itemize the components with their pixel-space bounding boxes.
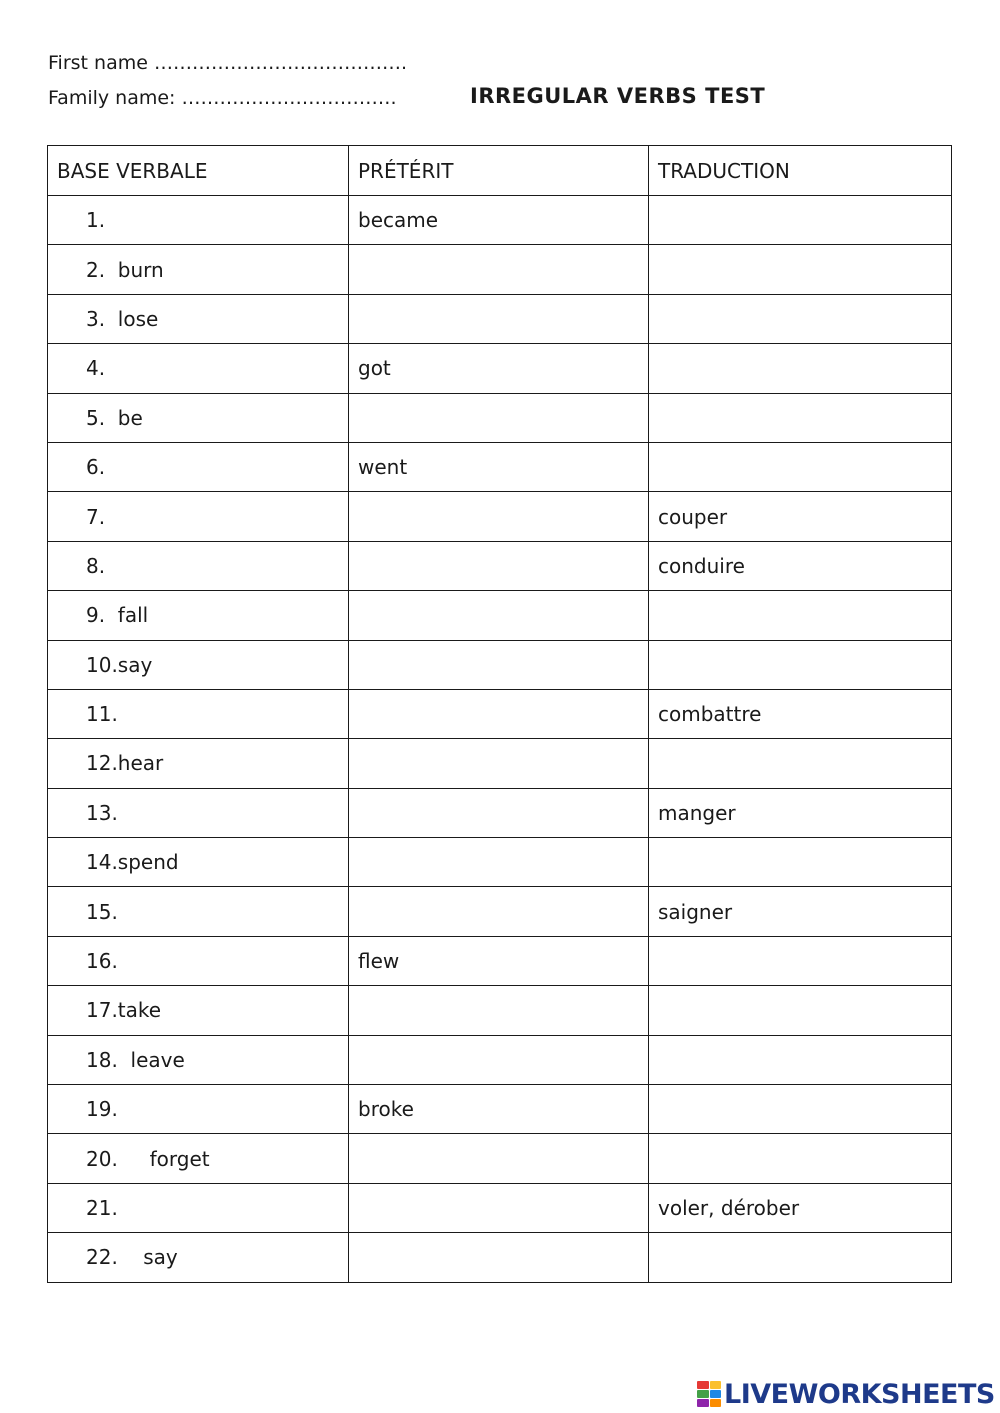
translation-cell [649, 591, 952, 640]
table-row [48, 640, 952, 689]
preterit-cell [349, 1233, 649, 1282]
preterit-cell [349, 492, 649, 541]
translation-cell [649, 245, 952, 294]
translation-cell [649, 344, 952, 393]
table-row [48, 739, 952, 788]
table-row [48, 1233, 952, 1282]
preterit-cell [349, 294, 649, 343]
preterit-cell [349, 788, 649, 837]
verbs-table [47, 145, 952, 1283]
preterit-cell [349, 838, 649, 887]
table-row [48, 936, 952, 985]
preterit-cell [349, 689, 649, 738]
table-row [48, 294, 952, 343]
column-header-preterit: PRÉTÉRIT [349, 146, 649, 196]
base-verb-cell: 19. [48, 1085, 349, 1134]
preterit-cell [349, 1134, 649, 1183]
logo-square [697, 1399, 709, 1407]
preterit-cell [349, 1035, 649, 1084]
preterit-cell [349, 640, 649, 689]
base-verb-cell: 15. [48, 887, 349, 936]
table-row [48, 1183, 952, 1232]
preterit-cell: broke [349, 1085, 649, 1134]
translation-cell [649, 196, 952, 245]
table-row [48, 788, 952, 837]
base-verb-cell: 1. [48, 196, 349, 245]
preterit-cell [349, 739, 649, 788]
base-verb-cell: 18. leave [48, 1035, 349, 1084]
table-row [48, 393, 952, 442]
translation-cell [649, 1035, 952, 1084]
translation-cell [649, 442, 952, 491]
preterit-cell: went [349, 442, 649, 491]
base-verb-cell: 2. burn [48, 245, 349, 294]
preterit-cell [349, 245, 649, 294]
translation-cell [649, 640, 952, 689]
logo-square [697, 1381, 709, 1389]
table-row [48, 689, 952, 738]
table-row [48, 591, 952, 640]
table-row [48, 1134, 952, 1183]
preterit-cell: flew [349, 936, 649, 985]
table-row [48, 344, 952, 393]
table-row [48, 1085, 952, 1134]
table-header-row [48, 146, 952, 196]
base-verb-cell: 7. [48, 492, 349, 541]
table-row [48, 442, 952, 491]
logo-square [710, 1381, 722, 1389]
preterit-cell [349, 986, 649, 1035]
translation-cell: combattre [649, 689, 952, 738]
base-verb-cell: 4. [48, 344, 349, 393]
preterit-cell: got [349, 344, 649, 393]
translation-cell [649, 393, 952, 442]
table-row [48, 541, 952, 590]
table-row [48, 492, 952, 541]
base-verb-cell: 6. [48, 442, 349, 491]
base-verb-cell: 21. [48, 1183, 349, 1232]
base-verb-cell: 5. be [48, 393, 349, 442]
logo-square [710, 1399, 722, 1407]
table-row [48, 196, 952, 245]
first-name-label: First name …………………………………. [48, 52, 407, 74]
page-title: IRREGULAR VERBS TEST [470, 84, 766, 108]
logo-square [710, 1390, 722, 1398]
base-verb-cell: 10.say [48, 640, 349, 689]
table-row [48, 887, 952, 936]
base-verb-cell: 8. [48, 541, 349, 590]
table-row [48, 245, 952, 294]
base-verb-cell: 14.spend [48, 838, 349, 887]
translation-cell: voler, dérober [649, 1183, 952, 1232]
translation-cell: conduire [649, 541, 952, 590]
base-verb-cell: 20. forget [48, 1134, 349, 1183]
translation-cell [649, 1085, 952, 1134]
base-verb-cell: 11. [48, 689, 349, 738]
preterit-cell [349, 541, 649, 590]
translation-cell [649, 936, 952, 985]
base-verb-cell: 22. say [48, 1233, 349, 1282]
translation-cell: manger [649, 788, 952, 837]
table-row [48, 838, 952, 887]
column-header-translation: TRADUCTION [649, 146, 952, 196]
translation-cell: saigner [649, 887, 952, 936]
preterit-cell [349, 887, 649, 936]
translation-cell [649, 838, 952, 887]
translation-cell: couper [649, 492, 952, 541]
preterit-cell: became [349, 196, 649, 245]
table-row [48, 986, 952, 1035]
logo-text: LIVEWORKSHEETS [724, 1378, 995, 1410]
liveworksheets-logo [697, 1379, 995, 1409]
translation-cell [649, 1233, 952, 1282]
table-row [48, 1035, 952, 1084]
base-verb-cell: 9. fall [48, 591, 349, 640]
base-verb-cell: 16. [48, 936, 349, 985]
family-name-label: Family name: ……………………………. [48, 87, 397, 109]
base-verb-cell: 13. [48, 788, 349, 837]
preterit-cell [349, 1183, 649, 1232]
preterit-cell [349, 393, 649, 442]
base-verb-cell: 17.take [48, 986, 349, 1035]
preterit-cell [349, 591, 649, 640]
column-header-base: BASE VERBALE [48, 146, 349, 196]
translation-cell [649, 1134, 952, 1183]
base-verb-cell: 3. lose [48, 294, 349, 343]
translation-cell [649, 739, 952, 788]
translation-cell [649, 294, 952, 343]
logo-square [697, 1390, 709, 1398]
base-verb-cell: 12.hear [48, 739, 349, 788]
translation-cell [649, 986, 952, 1035]
liveworksheets-icon [697, 1381, 721, 1407]
